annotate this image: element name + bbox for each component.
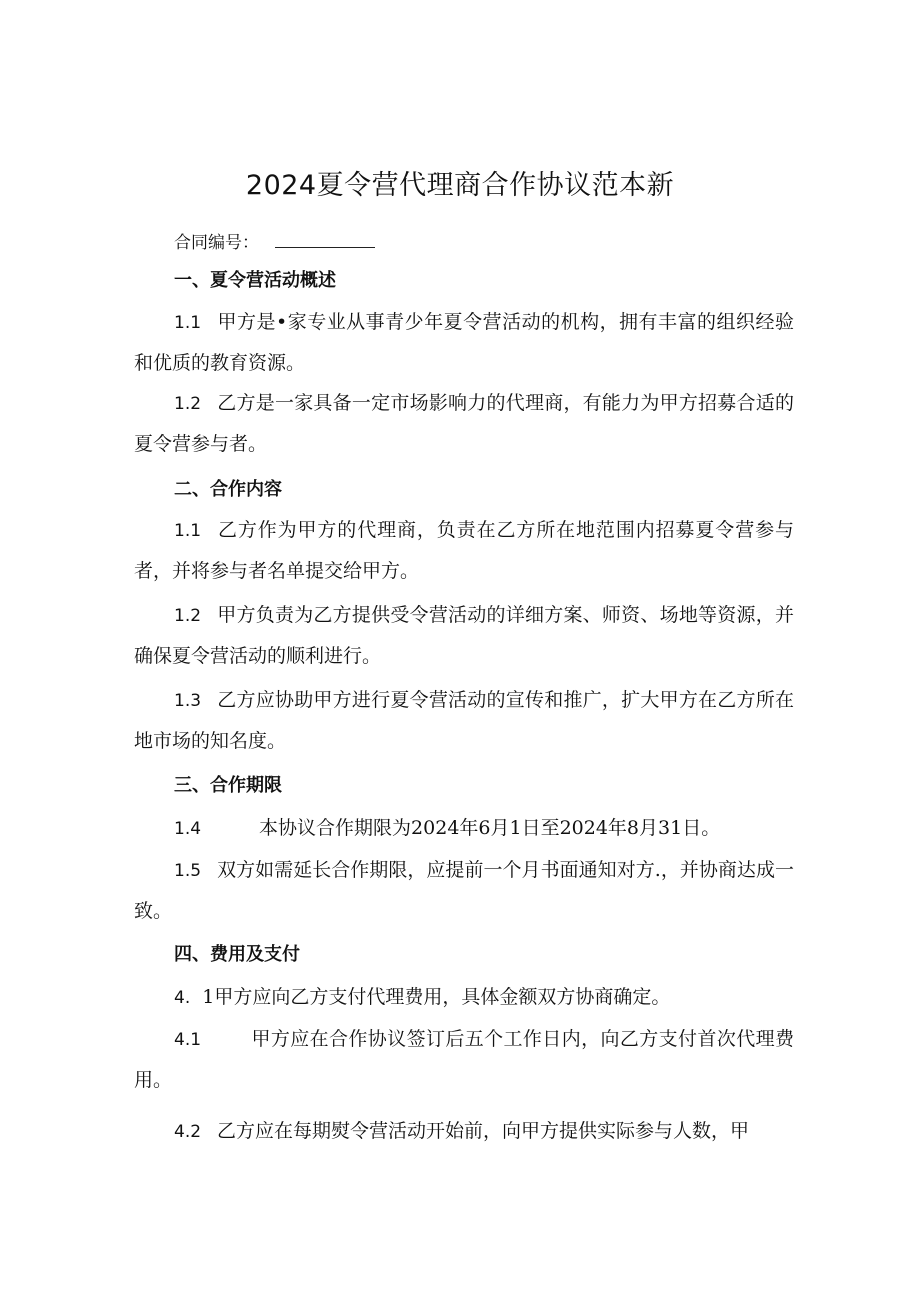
section-heading: 二、合作内容 <box>174 479 282 500</box>
clause-text: 乙方应在每期熨令营活动开始前，向甲方提供实际参与人数，甲 <box>217 1120 750 1142</box>
clause-paragraph <box>134 1019 794 1100</box>
clause-text: 乙方作为甲方的代理商，负责在乙方所在地范围内招募夏令营参与者，并将参与者名单提交给甲方。 <box>134 519 794 582</box>
clause-number: 1.1 <box>174 313 202 333</box>
clause-text: 甲方负责为乙方提供受令营活动的详细方案、师资、场地等资源，并确保夏令营活动的顺利进行。 <box>134 604 794 667</box>
clause-paragraph <box>134 510 794 591</box>
clause-number: 1.5 <box>174 861 202 881</box>
clause-text: 乙方应协助甲方进行夏令营活动的宣传和推广，扩大甲方在乙方所在地市场的知名度。 <box>134 689 794 752</box>
clause-paragraph <box>134 1111 794 1152</box>
clause-number: 1.2 <box>174 606 202 626</box>
clause-paragraph <box>134 383 794 464</box>
clause-text: 本协议合作期限为2024年6月1日至2024年8月31日。 <box>259 817 721 839</box>
clause-number: 4.1 <box>174 1030 202 1050</box>
clause-paragraph <box>134 850 794 931</box>
clause-text: 双方如需延长合作期限，应提前一个月书面通知对方.，并协商达成一致。 <box>134 859 794 922</box>
section-heading: 三、合作期限 <box>174 775 282 796</box>
clause-text: 甲方是•家专业从事青少年夏令营活动的机构，拥有丰富的组织经验和优质的教育资源。 <box>134 311 794 374</box>
clause-text: 1甲方应向乙方支付代理费用，具体金额双方协商确定。 <box>202 986 671 1008</box>
contract-number-label: 合同编号： <box>174 233 259 253</box>
section-heading: 一、夏令营活动概述 <box>174 270 336 291</box>
section-heading: 四、费用及支付 <box>174 944 300 965</box>
contract-number-field <box>174 229 375 255</box>
clause-text: 甲方应在合作协议签订后五个工作日内，向乙方支付首次代理费用。 <box>134 1028 794 1091</box>
clause-paragraph <box>134 977 794 1018</box>
clause-number: 1.2 <box>174 394 202 414</box>
clause-number: 1.3 <box>174 691 202 711</box>
document-title: 2024夏令营代理商合作协议范本新 <box>245 170 675 201</box>
clause-paragraph <box>134 302 794 383</box>
clause-number: 4.2 <box>174 1122 202 1142</box>
contract-number-blank <box>275 229 375 248</box>
clause-paragraph <box>134 808 794 849</box>
clause-paragraph <box>134 680 794 761</box>
clause-number: 1.4 <box>174 819 202 839</box>
clause-number: 4. <box>174 988 191 1008</box>
clause-text: 乙方是一家具备一定市场影响力的代理商，有能力为甲方招募合适的夏令营参与者。 <box>134 392 794 455</box>
clause-paragraph <box>134 595 794 676</box>
clause-number: 1.1 <box>174 521 202 541</box>
